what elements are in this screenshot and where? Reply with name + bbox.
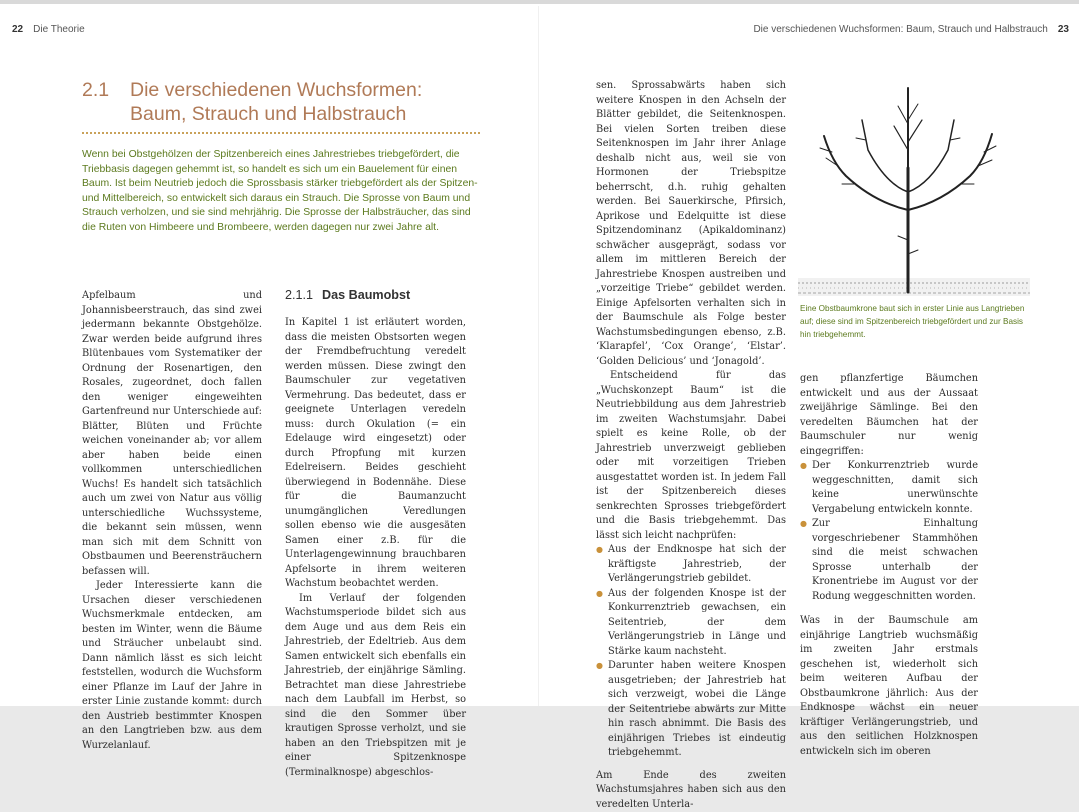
text-column-3	[596, 79, 786, 812]
bullet-item: ● Zur Einhaltung vorgeschriebener Stammhöhen sind die meist schwachen Sprosse unterhalb der Kronentriebe im August vor der Rodung weggeschnitten worden.	[800, 517, 978, 604]
right-running-title: Die verschiedenen Wuchsformen: Baum, Strauch und Halbstrauch	[753, 24, 1047, 35]
paragraph: sen. Sprossabwärts haben sich weitere Knospen in den Achseln der Blätter gebildet, die Seitenknospen. Bei vielen Sorten treiben diese Seitenknospen im Jahr ihrer Anlage deshalb nicht aus, weil sie von Hormonen der Triebspitze beherrscht, d.h. ruhig gehalten werden. Bei Sauerkirsche, Pfirsich, Aprikose und Edelquitte ist diese Spitzendominanz (Apikaldominanz) schwächer ausgeprägt, sodass vor allem im mittleren Bereich der Jahrestriebe Knospen austreiben und „vorzeitige Triebe“ gebildet werden. Einige Apfelsorten verhalten sich in der Baumschule als Folge bester Wachstumsbedingungen ebenso, z.B. ‘Klarapfel’, ‘Cox Orange’, ‘Elstar’. ‘Golden Delicious’ und ‘Jonagold’.	[596, 79, 786, 369]
paragraph: Im Verlauf der folgenden Wachstumsperiode bildet sich aus dem Auge und aus dem Reis ein Jahrestrieb, der Edeltrieb. Aus dem Samen entwickelt sich ebenfalls ein Jahrestrieb, der einjährige Sämling. Betrachtet man diese Jahrestriebe nach dem Laubfall im Herbst, so sind die den Sommer über krautigen Sprosse verholzt, und sie haben an den Triebspitzen mit je einer Spitzenknospe (Terminalknospe) abgeschlos-	[285, 592, 466, 781]
paragraph: Was in der Baumschule am einjährige Langtrieb wuchsmäßig im zweiten Jahr erstmals geschehen ist, wiederholt sich beim weiteren Aufbau der Obstbaumkrone jährlich: Aus der Endknospe wächst ein neuer kräftiger Verlängerungstrieb, und aus den seitlichen Holzknospen entwickeln sich im oberen	[800, 614, 978, 759]
ground-hatching	[798, 278, 1030, 296]
tree-trunk-and-branches	[820, 88, 996, 292]
bullet-item: ● Darunter haben weitere Knospen ausgetrieben; der Jahrestrieb hat sich verzweigt, wobei die Länge der Seitentriebe abwärts zur Mitte hin rasch abnimmt. Die Basis des einjährigen Triebes ist eindeutig triebgehemmt.	[596, 659, 786, 761]
lead-paragraph: Wenn bei Obstgehölzen der Spitzenbereich eines Jahrestriebes triebgefördert, die Triebbasis dagegen gehemmt ist, so handelt es sich um ein Bauelement für einen Baum. Ist beim Neutrieb jedoch die Sprossbasis stärker triebgefördert als der Spitzen- und Mittelbereich, so entwickelt sich daraus ein Strauch. Die Sprosse von Baum und Strauch verholzen, und sie sind mehrjährig. Die Sprosse der Halbsträucher, das sind die Ruten von Himbeere und Brombeere, werden dagegen nur zwei Jahre alt.	[82, 148, 478, 236]
paragraph: Apfelbaum und Johannisbeerstrauch, das sind zwei jedermann bekannte Obstgehölze. Zwar werden beide aufgrund ihres Blütenbaues vom Systematiker der Ordnung der Rosenartigen, den Rosales, zugeordnet, doch fallen den weniger eingeweihten Gartenfreund nur Unterschiede auf: Blätter, Blüten und Früchte weichen voneinander ab; vor allem aber haben beide einen vollkommen unterschiedlichen Wuchs! Es handelt sich tatsächlich auch um zwei von Natur aus völlig unterschiedliche Wuchssysteme, die bekannt sein müssen, wenn man sich mit dem Schnitt von Obstbaumen und Beerensträuchern befassen will.	[82, 289, 262, 579]
left-page-number: 22	[12, 24, 23, 35]
top-border	[0, 0, 1079, 4]
paragraph: Jeder Interessierte kann die Ursachen dieser verschiedenen Wuchsmerkmale entdecken, am besten im Winter, wenn die Bäume und Sträucher unbelaubt sind. Dann nämlich lässt es sich leicht feststellen, wodurch die Wuchsform einer Pflanze im Lauf der Jahre in erster Linie zustande kommt: durch den Austrieb bestimmter Knospen an den Langtrieben bzw. aus dem Wurzelanlauf.	[82, 579, 262, 753]
section-title: Die verschiedenen Wuchsformen: Baum, Strauch und Halbstrauch	[130, 78, 482, 126]
subsection-number: 2.1.1	[285, 288, 313, 302]
dotted-divider	[82, 132, 480, 134]
bullet-item: ● Der Konkurrenztrieb wurde weggeschnitten, damit sich keine unerwünschte Vergabelung entwickeln konnte.	[800, 459, 978, 517]
paragraph: In Kapitel 1 ist erläutert worden, dass die meisten Obstsorten wegen der Fremdbefruchtung veredelt werden müssen. Diese zwingt den Baumschuler zur vegetativen Vermehrung. Das bedeutet, dass er geeignete Unterlagen veredeln muss: durch Okulation (= ein Edelauge wird eingesetzt) oder durch Pfropfung mit kurzen Edelreisern. Beides geschieht überwiegend in Bodennähe. Diese für die Baumanzucht unumgänglichen Veredlungen sollen ebenso wie die ausgesäten Samen einer z.B. für die Unterlagengewinnung brauchbaren Apfelsorte in ihrem weiteren Wachstum beobachtet werden.	[285, 316, 466, 592]
bullet-item: ● Aus der folgenden Knospe ist der Konkurrenztrieb gewachsen, ein Seitentrieb, der dem Verlängerungstrieb in Länge und Stärke kaum nachsteht.	[596, 587, 786, 660]
paragraph: gen pflanzfertige Bäumchen entwickelt und aus der Aussaat zweijährige Sämlinge. Bei den veredelten Bäumchen hat der Baumschuler nur wenig eingegriffen:	[800, 372, 978, 459]
figure-caption: Eine Obstbaumkrone baut sich in erster Linie aus Langtrieben auf; diese sind im Spitzenbereich triebgefördert und zur Basis hin triebgehemmt.	[800, 303, 1030, 341]
page-gutter	[538, 6, 539, 706]
left-page-header	[12, 24, 85, 35]
section-number: 2.1	[82, 78, 109, 102]
text-column-2	[285, 316, 466, 780]
bullet-list	[800, 459, 978, 604]
paragraph: Am Ende des zweiten Wachstumsjahres haben sich aus den veredelten Unterla-	[596, 769, 786, 812]
text-column-4	[800, 372, 978, 759]
subsection-title: Das Baumobst	[322, 288, 410, 302]
tree-illustration	[796, 80, 1034, 300]
paragraph: Entscheidend für das „Wuchskonzept Baum“ ist die Neutriebbildung aus dem Jahrestrieb im zweiten Wachstumsjahr. Dabei spielt es keine Rolle, ob der Jahrestrieb unverzweigt geblieben oder mit vorzeitigen Trieben ausgestattet worden ist. In jedem Fall ist der Spitzenbereich dieses senkrechten Sprosses triebgefördert und die Basis triebgehemmt. Das lässt sich leicht nachprüfen:	[596, 369, 786, 543]
left-running-title: Die Theorie	[33, 24, 85, 35]
right-page-number: 23	[1058, 24, 1069, 35]
subsection-heading	[285, 288, 475, 302]
text-column-1	[82, 289, 262, 753]
bullet-list	[596, 543, 786, 761]
bullet-item: ● Aus der Endknospe hat sich der kräftigste Jahrestrieb, der Verlängerungstrieb gebildet.	[596, 543, 786, 587]
right-page-header	[753, 24, 1069, 35]
